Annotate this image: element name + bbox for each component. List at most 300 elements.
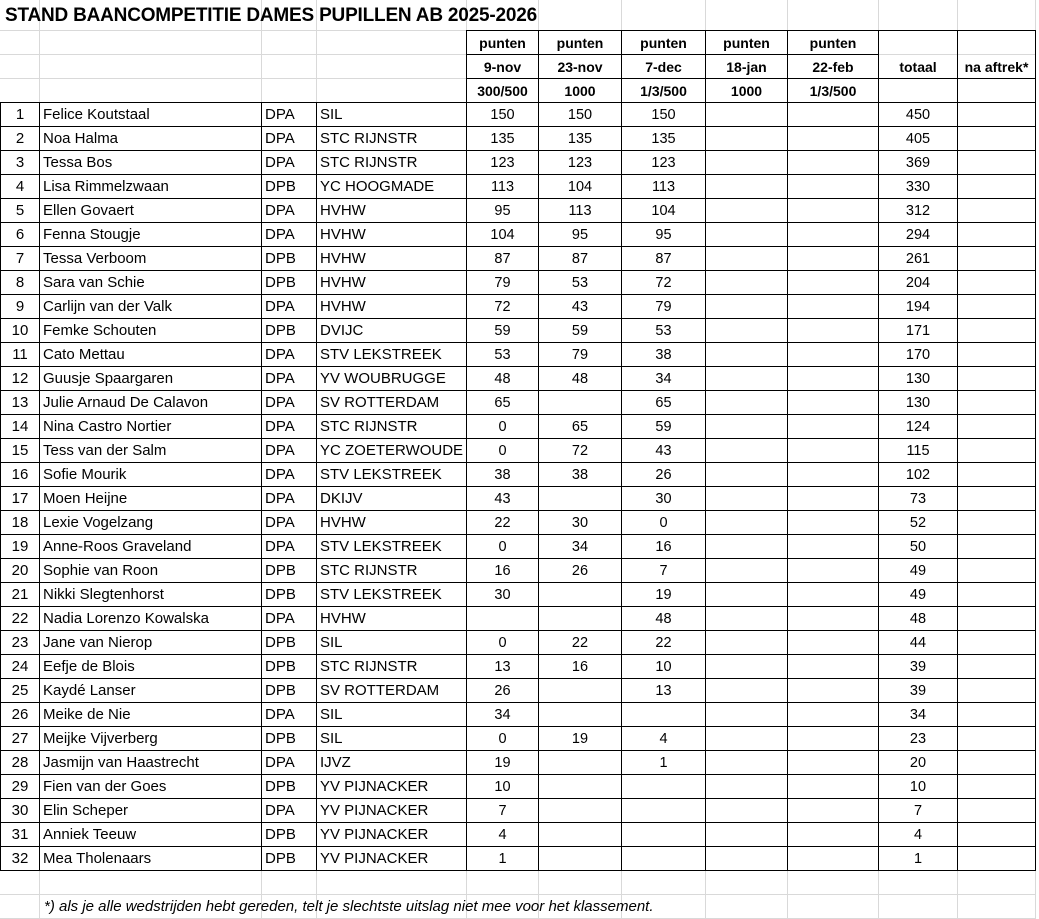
name-cell[interactable]: Julie Arnaud De Calavon (39, 390, 262, 415)
name-cell[interactable]: Anniek Teeuw (39, 822, 262, 847)
total-cell[interactable]: 405 (878, 126, 958, 151)
after-deduction-cell[interactable] (957, 222, 1036, 247)
total-cell[interactable]: 130 (878, 366, 958, 391)
points-cell[interactable] (787, 606, 879, 631)
after-deduction-cell[interactable] (957, 102, 1036, 127)
points-cell[interactable]: 26 (466, 678, 539, 703)
name-cell[interactable]: Moen Heijne (39, 486, 262, 511)
points-cell[interactable]: 43 (466, 486, 539, 511)
after-deduction-cell[interactable] (957, 774, 1036, 799)
name-cell[interactable]: Jasmijn van Haastrecht (39, 750, 262, 775)
total-cell[interactable]: 102 (878, 462, 958, 487)
points-cell[interactable] (787, 390, 879, 415)
after-deduction-cell[interactable] (957, 246, 1036, 271)
points-cell[interactable] (787, 822, 879, 847)
points-cell[interactable]: 19 (466, 750, 539, 775)
points-cell[interactable]: 0 (621, 510, 706, 535)
points-cell[interactable] (787, 702, 879, 727)
points-cell[interactable] (787, 294, 879, 319)
club-cell[interactable]: DKIJV (316, 486, 467, 511)
total-cell[interactable]: 130 (878, 390, 958, 415)
points-cell[interactable]: 38 (538, 462, 622, 487)
total-cell[interactable]: 204 (878, 270, 958, 295)
category-cell[interactable]: DPA (261, 222, 317, 247)
club-cell[interactable]: STV LEKSTREEK (316, 534, 467, 559)
club-cell[interactable]: HVHW (316, 606, 467, 631)
points-cell[interactable]: 87 (621, 246, 706, 271)
points-cell[interactable]: 113 (538, 198, 622, 223)
club-cell[interactable]: STC RIJNSTR (316, 558, 467, 583)
after-deduction-cell[interactable] (957, 702, 1036, 727)
points-cell[interactable]: 53 (466, 342, 539, 367)
name-cell[interactable]: Sara van Schie (39, 270, 262, 295)
points-cell[interactable]: 104 (466, 222, 539, 247)
total-cell[interactable]: 369 (878, 150, 958, 175)
points-cell[interactable] (705, 582, 788, 607)
points-cell[interactable] (705, 102, 788, 127)
points-cell[interactable]: 150 (538, 102, 622, 127)
points-cell[interactable] (705, 390, 788, 415)
points-cell[interactable]: 16 (538, 654, 622, 679)
grid-cell[interactable] (39, 870, 262, 895)
points-cell[interactable]: 22 (538, 630, 622, 655)
after-deduction-cell[interactable] (957, 438, 1036, 463)
points-cell[interactable]: 48 (538, 366, 622, 391)
after-deduction-cell[interactable] (957, 750, 1036, 775)
club-cell[interactable]: STC RIJNSTR (316, 414, 467, 439)
points-cell[interactable]: 150 (466, 102, 539, 127)
grid-cell[interactable] (261, 30, 317, 55)
points-cell[interactable] (787, 222, 879, 247)
points-cell[interactable] (787, 342, 879, 367)
points-cell[interactable]: 79 (466, 270, 539, 295)
points-cell[interactable]: 123 (621, 150, 706, 175)
points-cell[interactable]: 0 (466, 534, 539, 559)
club-cell[interactable]: SV ROTTERDAM (316, 390, 467, 415)
category-cell[interactable]: DPA (261, 606, 317, 631)
total-cell[interactable]: 7 (878, 798, 958, 823)
name-cell[interactable]: Meijke Vijverberg (39, 726, 262, 751)
after-deduction-cell[interactable] (957, 462, 1036, 487)
total-cell[interactable]: 44 (878, 630, 958, 655)
points-cell[interactable]: 0 (466, 414, 539, 439)
points-cell[interactable] (538, 606, 622, 631)
points-cell[interactable] (787, 630, 879, 655)
total-cell[interactable]: 49 (878, 582, 958, 607)
total-cell[interactable]: 124 (878, 414, 958, 439)
name-cell[interactable]: Nina Castro Nortier (39, 414, 262, 439)
category-cell[interactable]: DPA (261, 702, 317, 727)
points-cell[interactable]: 7 (621, 558, 706, 583)
points-cell[interactable]: 72 (538, 438, 622, 463)
category-cell[interactable]: DPA (261, 462, 317, 487)
points-cell[interactable] (705, 702, 788, 727)
points-cell[interactable] (705, 438, 788, 463)
total-cell[interactable]: 50 (878, 534, 958, 559)
name-cell[interactable]: Mea Tholenaars (39, 846, 262, 871)
points-cell[interactable]: 38 (466, 462, 539, 487)
points-cell[interactable] (621, 702, 706, 727)
points-cell[interactable] (787, 318, 879, 343)
points-cell[interactable]: 30 (466, 582, 539, 607)
club-cell[interactable]: SIL (316, 726, 467, 751)
category-cell[interactable]: DPA (261, 126, 317, 151)
points-cell[interactable]: 48 (466, 366, 539, 391)
club-cell[interactable]: HVHW (316, 294, 467, 319)
points-cell[interactable] (787, 174, 879, 199)
club-cell[interactable]: STC RIJNSTR (316, 126, 467, 151)
total-cell[interactable]: 170 (878, 342, 958, 367)
points-cell[interactable]: 59 (538, 318, 622, 343)
grid-cell[interactable] (0, 870, 40, 895)
points-cell[interactable] (705, 558, 788, 583)
points-cell[interactable]: 34 (538, 534, 622, 559)
club-cell[interactable]: YV PIJNACKER (316, 846, 467, 871)
grid-cell[interactable] (878, 0, 958, 31)
club-cell[interactable]: YV PIJNACKER (316, 774, 467, 799)
club-cell[interactable]: HVHW (316, 198, 467, 223)
grid-cell[interactable] (0, 78, 40, 103)
club-cell[interactable]: STV LEKSTREEK (316, 462, 467, 487)
points-cell[interactable] (538, 678, 622, 703)
grid-cell[interactable] (316, 78, 467, 103)
name-cell[interactable]: Tessa Verboom (39, 246, 262, 271)
grid-cell[interactable] (787, 0, 879, 31)
points-cell[interactable] (705, 486, 788, 511)
after-deduction-cell[interactable] (957, 798, 1036, 823)
points-cell[interactable] (705, 774, 788, 799)
points-cell[interactable] (538, 822, 622, 847)
grid-cell[interactable] (39, 54, 262, 79)
category-cell[interactable]: DPA (261, 750, 317, 775)
points-cell[interactable] (787, 246, 879, 271)
category-cell[interactable]: DPB (261, 654, 317, 679)
name-cell[interactable]: Fien van der Goes (39, 774, 262, 799)
points-cell[interactable]: 104 (538, 174, 622, 199)
club-cell[interactable]: HVHW (316, 246, 467, 271)
after-deduction-cell[interactable] (957, 558, 1036, 583)
after-deduction-cell[interactable] (957, 294, 1036, 319)
name-cell[interactable]: Cato Mettau (39, 342, 262, 367)
points-cell[interactable]: 135 (466, 126, 539, 151)
name-cell[interactable]: Felice Koutstaal (39, 102, 262, 127)
points-cell[interactable]: 1 (466, 846, 539, 871)
points-cell[interactable] (787, 462, 879, 487)
category-cell[interactable]: DPA (261, 486, 317, 511)
points-cell[interactable]: 43 (621, 438, 706, 463)
points-cell[interactable] (705, 294, 788, 319)
points-cell[interactable] (705, 534, 788, 559)
grid-cell[interactable] (787, 870, 879, 895)
points-cell[interactable] (621, 822, 706, 847)
after-deduction-cell[interactable] (957, 534, 1036, 559)
category-cell[interactable]: DPB (261, 582, 317, 607)
after-deduction-cell[interactable] (957, 606, 1036, 631)
total-cell[interactable]: 115 (878, 438, 958, 463)
category-cell[interactable]: DPB (261, 558, 317, 583)
category-cell[interactable]: DPA (261, 438, 317, 463)
points-cell[interactable]: 38 (621, 342, 706, 367)
points-cell[interactable] (787, 150, 879, 175)
total-cell[interactable]: 52 (878, 510, 958, 535)
points-cell[interactable] (787, 126, 879, 151)
points-cell[interactable]: 16 (466, 558, 539, 583)
name-cell[interactable]: Sofie Mourik (39, 462, 262, 487)
points-cell[interactable] (705, 222, 788, 247)
points-cell[interactable]: 135 (538, 126, 622, 151)
points-cell[interactable]: 113 (621, 174, 706, 199)
club-cell[interactable]: YC ZOETERWOUDE (316, 438, 467, 463)
points-cell[interactable] (466, 606, 539, 631)
after-deduction-cell[interactable] (957, 390, 1036, 415)
points-cell[interactable]: 4 (466, 822, 539, 847)
points-cell[interactable] (621, 846, 706, 871)
points-cell[interactable]: 65 (538, 414, 622, 439)
points-cell[interactable]: 95 (466, 198, 539, 223)
after-deduction-cell[interactable] (957, 174, 1036, 199)
category-cell[interactable]: DPB (261, 246, 317, 271)
points-cell[interactable] (787, 678, 879, 703)
name-cell[interactable]: Sophie van Roon (39, 558, 262, 583)
total-cell[interactable]: 39 (878, 654, 958, 679)
points-cell[interactable] (787, 102, 879, 127)
total-cell[interactable]: 34 (878, 702, 958, 727)
points-cell[interactable]: 123 (538, 150, 622, 175)
category-cell[interactable]: DPB (261, 630, 317, 655)
after-deduction-cell[interactable] (957, 126, 1036, 151)
name-cell[interactable]: Jane van Nierop (39, 630, 262, 655)
points-cell[interactable]: 72 (621, 270, 706, 295)
points-cell[interactable] (705, 462, 788, 487)
grid-cell[interactable] (261, 78, 317, 103)
after-deduction-cell[interactable] (957, 270, 1036, 295)
category-cell[interactable]: DPA (261, 798, 317, 823)
points-cell[interactable] (538, 486, 622, 511)
grid-cell[interactable] (878, 870, 958, 895)
grid-cell[interactable] (261, 54, 317, 79)
points-cell[interactable] (538, 582, 622, 607)
total-cell[interactable]: 48 (878, 606, 958, 631)
name-cell[interactable]: Carlijn van der Valk (39, 294, 262, 319)
grid-cell[interactable] (957, 894, 1036, 919)
points-cell[interactable]: 26 (538, 558, 622, 583)
points-cell[interactable] (538, 798, 622, 823)
total-cell[interactable]: 20 (878, 750, 958, 775)
points-cell[interactable]: 19 (621, 582, 706, 607)
after-deduction-cell[interactable] (957, 366, 1036, 391)
points-cell[interactable]: 7 (466, 798, 539, 823)
points-cell[interactable] (705, 342, 788, 367)
category-cell[interactable]: DPA (261, 366, 317, 391)
name-cell[interactable]: Fenna Stougje (39, 222, 262, 247)
name-cell[interactable]: Lexie Vogelzang (39, 510, 262, 535)
club-cell[interactable]: STV LEKSTREEK (316, 582, 467, 607)
points-cell[interactable] (787, 726, 879, 751)
points-cell[interactable] (705, 150, 788, 175)
points-cell[interactable] (705, 678, 788, 703)
total-cell[interactable]: 261 (878, 246, 958, 271)
name-cell[interactable]: Kaydé Lanser (39, 678, 262, 703)
name-cell[interactable]: Lisa Rimmelzwaan (39, 174, 262, 199)
category-cell[interactable]: DPB (261, 270, 317, 295)
points-cell[interactable]: 79 (538, 342, 622, 367)
after-deduction-cell[interactable] (957, 678, 1036, 703)
club-cell[interactable]: HVHW (316, 222, 467, 247)
club-cell[interactable]: YV WOUBRUGGE (316, 366, 467, 391)
category-cell[interactable]: DPA (261, 102, 317, 127)
category-cell[interactable]: DPA (261, 390, 317, 415)
grid-cell[interactable] (316, 30, 467, 55)
category-cell[interactable]: DPA (261, 510, 317, 535)
club-cell[interactable]: YV PIJNACKER (316, 822, 467, 847)
points-cell[interactable]: 1 (621, 750, 706, 775)
points-cell[interactable]: 43 (538, 294, 622, 319)
name-cell[interactable]: Noa Halma (39, 126, 262, 151)
category-cell[interactable]: DPB (261, 318, 317, 343)
club-cell[interactable]: IJVZ (316, 750, 467, 775)
total-cell[interactable]: 194 (878, 294, 958, 319)
points-cell[interactable]: 104 (621, 198, 706, 223)
name-cell[interactable]: Meike de Nie (39, 702, 262, 727)
name-cell[interactable]: Nadia Lorenzo Kowalska (39, 606, 262, 631)
club-cell[interactable]: SIL (316, 630, 467, 655)
category-cell[interactable]: DPA (261, 294, 317, 319)
after-deduction-cell[interactable] (957, 198, 1036, 223)
club-cell[interactable]: YC HOOGMADE (316, 174, 467, 199)
total-cell[interactable]: 10 (878, 774, 958, 799)
points-cell[interactable] (705, 630, 788, 655)
name-cell[interactable]: Eefje de Blois (39, 654, 262, 679)
category-cell[interactable]: DPA (261, 414, 317, 439)
points-cell[interactable] (705, 366, 788, 391)
points-cell[interactable] (705, 246, 788, 271)
after-deduction-cell[interactable] (957, 342, 1036, 367)
name-cell[interactable]: Tess van der Salm (39, 438, 262, 463)
points-cell[interactable] (705, 654, 788, 679)
points-cell[interactable]: 13 (621, 678, 706, 703)
points-cell[interactable]: 79 (621, 294, 706, 319)
total-cell[interactable]: 294 (878, 222, 958, 247)
points-cell[interactable]: 0 (466, 438, 539, 463)
category-cell[interactable]: DPB (261, 822, 317, 847)
total-cell[interactable]: 23 (878, 726, 958, 751)
points-cell[interactable]: 87 (466, 246, 539, 271)
points-cell[interactable] (787, 414, 879, 439)
grid-cell[interactable] (0, 54, 40, 79)
points-cell[interactable] (538, 774, 622, 799)
club-cell[interactable]: STV LEKSTREEK (316, 342, 467, 367)
club-cell[interactable]: HVHW (316, 510, 467, 535)
points-cell[interactable] (538, 390, 622, 415)
points-cell[interactable]: 65 (621, 390, 706, 415)
name-cell[interactable]: Tessa Bos (39, 150, 262, 175)
points-cell[interactable] (787, 654, 879, 679)
points-cell[interactable] (705, 846, 788, 871)
club-cell[interactable]: YV PIJNACKER (316, 798, 467, 823)
points-cell[interactable]: 87 (538, 246, 622, 271)
points-cell[interactable]: 53 (538, 270, 622, 295)
grid-cell[interactable] (0, 30, 40, 55)
points-cell[interactable]: 113 (466, 174, 539, 199)
points-cell[interactable] (705, 270, 788, 295)
points-cell[interactable]: 53 (621, 318, 706, 343)
points-cell[interactable]: 59 (621, 414, 706, 439)
grid-cell[interactable] (316, 54, 467, 79)
grid-cell[interactable] (316, 870, 467, 895)
points-cell[interactable]: 13 (466, 654, 539, 679)
name-cell[interactable]: Nikki Slegtenhorst (39, 582, 262, 607)
total-cell[interactable]: 39 (878, 678, 958, 703)
total-cell[interactable]: 4 (878, 822, 958, 847)
points-cell[interactable]: 0 (466, 630, 539, 655)
points-cell[interactable] (787, 558, 879, 583)
points-cell[interactable] (538, 750, 622, 775)
after-deduction-cell[interactable] (957, 846, 1036, 871)
category-cell[interactable]: DPB (261, 174, 317, 199)
name-cell[interactable]: Anne-Roos Graveland (39, 534, 262, 559)
after-deduction-cell[interactable] (957, 726, 1036, 751)
club-cell[interactable]: DVIJC (316, 318, 467, 343)
grid-cell[interactable] (705, 0, 788, 31)
club-cell[interactable]: STC RIJNSTR (316, 150, 467, 175)
category-cell[interactable]: DPA (261, 534, 317, 559)
club-cell[interactable]: HVHW (316, 270, 467, 295)
after-deduction-cell[interactable] (957, 630, 1036, 655)
points-cell[interactable]: 22 (621, 630, 706, 655)
points-cell[interactable]: 59 (466, 318, 539, 343)
points-cell[interactable]: 30 (538, 510, 622, 535)
points-cell[interactable] (787, 510, 879, 535)
points-cell[interactable] (538, 846, 622, 871)
grid-cell[interactable] (261, 870, 317, 895)
points-cell[interactable] (787, 846, 879, 871)
after-deduction-cell[interactable] (957, 510, 1036, 535)
points-cell[interactable]: 34 (466, 702, 539, 727)
points-cell[interactable]: 30 (621, 486, 706, 511)
points-cell[interactable] (705, 414, 788, 439)
name-cell[interactable]: Guusje Spaargaren (39, 366, 262, 391)
club-cell[interactable]: SV ROTTERDAM (316, 678, 467, 703)
total-cell[interactable]: 171 (878, 318, 958, 343)
after-deduction-cell[interactable] (957, 414, 1036, 439)
after-deduction-cell[interactable] (957, 822, 1036, 847)
points-cell[interactable]: 0 (466, 726, 539, 751)
points-cell[interactable] (705, 726, 788, 751)
points-cell[interactable]: 65 (466, 390, 539, 415)
category-cell[interactable]: DPA (261, 342, 317, 367)
name-cell[interactable]: Ellen Govaert (39, 198, 262, 223)
after-deduction-cell[interactable] (957, 654, 1036, 679)
points-cell[interactable] (621, 798, 706, 823)
grid-cell[interactable] (705, 870, 788, 895)
after-deduction-cell[interactable] (957, 318, 1036, 343)
points-cell[interactable] (705, 174, 788, 199)
total-cell[interactable]: 330 (878, 174, 958, 199)
grid-cell[interactable] (39, 78, 262, 103)
total-cell[interactable]: 450 (878, 102, 958, 127)
name-cell[interactable]: Elin Scheper (39, 798, 262, 823)
points-cell[interactable]: 22 (466, 510, 539, 535)
points-cell[interactable]: 95 (621, 222, 706, 247)
points-cell[interactable] (705, 510, 788, 535)
points-cell[interactable]: 123 (466, 150, 539, 175)
points-cell[interactable]: 10 (466, 774, 539, 799)
points-cell[interactable] (705, 798, 788, 823)
grid-cell[interactable] (957, 0, 1036, 31)
points-cell[interactable] (787, 774, 879, 799)
points-cell[interactable] (787, 486, 879, 511)
total-cell[interactable]: 312 (878, 198, 958, 223)
